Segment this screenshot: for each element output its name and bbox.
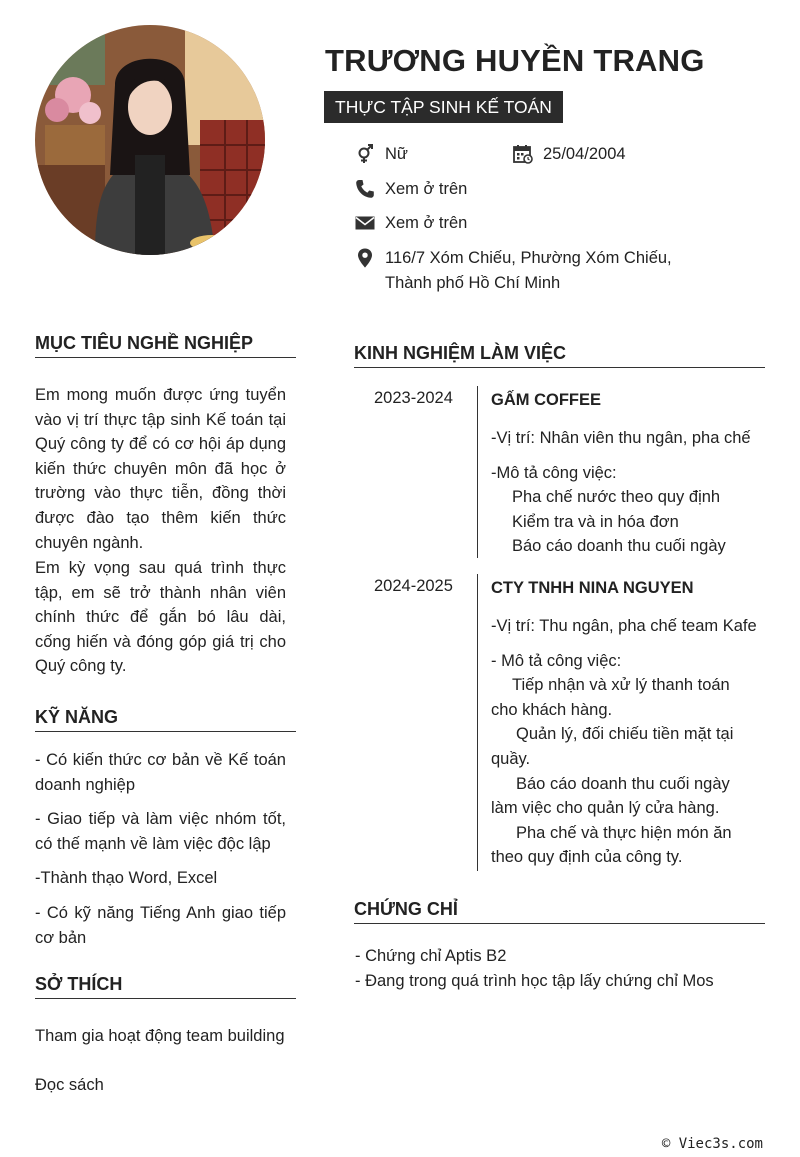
certificates-section-title: CHỨNG CHỈ [354,899,765,924]
skill-item: - Có kỹ năng Tiếng Anh giao tiếp cơ bản [35,904,286,947]
address-line-1: 116/7 Xóm Chiếu, Phường Xóm Chiếu, [385,249,672,267]
job-task: Pha chế nước theo quy định [512,488,721,506]
skills-section-title: KỸ NĂNG [35,707,296,732]
job-company: GẤM COFFEE [491,391,601,409]
footer-copyright: © Viec3s.com [661,1136,763,1152]
objective-paragraph-2: Em kỳ vọng sau quá trình thực tập, em sẽ trở thành nhân viên chính thức để gắn bó lâu dài, cống hiến và đóng góp giá trị cho Quý công ty. [35,559,286,676]
phone-value: Xem ở trên [385,180,468,198]
job-years: 2023-2024 [374,389,453,407]
hobby-item: Đọc sách [35,1076,104,1094]
job-task: Pha chế và thực hiện món ăn [516,824,732,842]
certificate-item: - Đang trong quá trình học tập lấy chứng chỉ Mos [355,972,714,990]
hobbies-section-title: SỞ THÍCH [35,974,296,999]
objective-paragraph-1: Em mong muốn được ứng tuyển vào vị trí thực tập sinh Kế toán tại Quý công ty để có cơ hội áp dụng kiến thức chuyên môn đã học ở trường vào thực tiễn, đồng thời được đào tạo thêm kiến thức chuyên ngành. [35,386,286,552]
phone-icon [355,179,375,199]
job-task: Báo cáo doanh thu cuối ngày [512,537,726,555]
job-company: CTY TNHH NINA NGUYEN [491,579,694,597]
timeline-divider [477,574,478,871]
job-description-label: - Mô tả công việc: [491,652,622,670]
experience-section-title: KINH NGHIỆM LÀM VIỆC [354,343,765,368]
job-years: 2024-2025 [374,577,453,595]
job-task: theo quy định của công ty. [491,848,683,866]
job-task: Quản lý, đối chiếu tiền mặt tại [516,725,734,743]
calendar-icon [513,144,533,164]
candidate-name: TRƯƠNG HUYỀN TRANG [325,43,705,78]
location-pin-icon [355,248,375,268]
job-task: quầy. [491,750,531,768]
skill-item: -Thành thạo Word, Excel [35,869,218,887]
email-icon [355,213,375,233]
objective-section-title: MỤC TIÊU NGHỀ NGHIỆP [35,333,296,358]
job-position: -Vị trí: Thu ngân, pha chế team Kafe [491,617,757,635]
job-task: cho khách hàng. [491,701,613,719]
job-title-badge: THỰC TẬP SINH KẾ TOÁN [324,91,563,123]
gender-icon [355,144,375,164]
birthdate-value: 25/04/2004 [543,145,626,163]
certificate-item: - Chứng chỉ Aptis B2 [355,947,507,965]
hobby-item: Tham gia hoạt động team building [35,1027,285,1045]
skill-item: - Có kiến thức cơ bản về Kế toán doanh nghiệp [35,751,286,794]
job-description-label: -Mô tả công việc: [491,464,617,482]
profile-photo [35,25,265,255]
job-task: Báo cáo doanh thu cuối ngày [516,775,730,793]
address-line-2: Thành phố Hồ Chí Minh [385,274,561,292]
job-task: làm việc cho quản lý cửa hàng. [491,799,720,817]
gender-value: Nữ [385,145,408,163]
skill-item: - Giao tiếp và làm việc nhóm tốt, có thế mạnh về làm việc độc lập [35,810,286,853]
job-task: Kiểm tra và in hóa đơn [512,513,679,531]
job-position: -Vị trí: Nhân viên thu ngân, pha chế [491,429,751,447]
email-value: Xem ở trên [385,214,468,232]
job-task: Tiếp nhận và xử lý thanh toán [512,676,730,694]
timeline-divider [477,386,478,558]
